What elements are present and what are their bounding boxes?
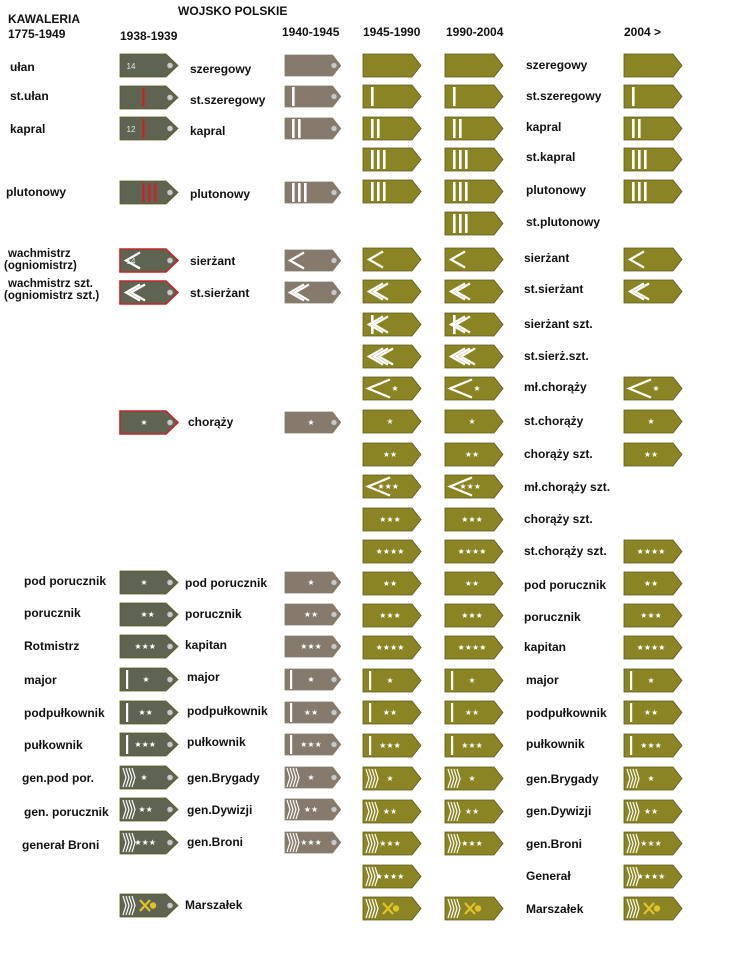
modern-label: chorąży szt. [524,512,593,526]
shoulder-board [363,475,421,498]
modern-label: mł.chorąży [524,380,587,394]
modern-label: st.plutonowy [526,215,600,229]
shoulder-board [624,734,682,757]
modern-label: kapitan [524,640,567,654]
prewar-label: pod porucznik [185,576,267,590]
shoulder-board [120,281,178,304]
modern-label: st.kapral [526,150,576,164]
shoulder-board [363,508,421,531]
prewar-label: major [187,670,220,684]
shoulder-board [363,180,421,203]
shoulder-board [445,701,503,724]
shoulder-board [445,572,503,595]
shoulder-board [284,798,342,821]
shoulder-board [624,377,682,400]
shoulder-board [363,540,421,563]
modern-label: pod porucznik [524,578,606,592]
shoulder-board [624,85,682,108]
prewar-label: chorąży [188,415,234,429]
shoulder-board [624,410,682,433]
shoulder-board [445,767,503,790]
shoulder-board [445,54,503,77]
shoulder-board [363,117,421,140]
cavalry-label: plutonowy [6,185,66,199]
shoulder-board [120,668,178,691]
kawaleria-title: KAWALERIA [8,12,80,26]
prewar-label: gen.Brygady [187,771,260,785]
shoulder-board [363,443,421,466]
shoulder-board [284,181,342,204]
shoulder-board [363,636,421,659]
shoulder-board [624,572,682,595]
modern-label: chorąży szt. [524,447,593,461]
shoulder-board [363,248,421,271]
prewar-label: st.szeregowy [190,93,266,107]
cavalry-label: gen. porucznik [24,805,109,819]
shoulder-board [445,117,503,140]
shoulder-board [445,636,503,659]
shoulder-board [624,54,682,77]
shoulder-board [284,117,342,140]
cavalry-label: st.ułan [10,89,49,103]
shoulder-board [363,148,421,171]
shoulder-board [445,734,503,757]
shoulder-board [624,636,682,659]
shoulder-board [284,766,342,789]
shoulder-board [120,603,178,626]
shoulder-board [363,767,421,790]
shoulder-board [120,571,178,594]
prewar-label: kapitan [185,638,228,652]
modern-label: Marszałek [526,902,584,916]
shoulder-board [120,181,178,204]
prewar-label: Marszałek [185,898,243,912]
modern-label: gen.Brygady [526,772,599,786]
modern-label: major [526,673,559,687]
shoulder-board [445,508,503,531]
shoulder-board [120,733,178,756]
shoulder-board [363,85,421,108]
modern-label: mł.chorąży szt. [524,480,611,494]
prewar-label: pułkownik [187,735,246,749]
shoulder-board [445,540,503,563]
modern-label: szeregowy [526,58,588,72]
shoulder-board [363,280,421,303]
shoulder-board [284,85,342,108]
shoulder-board [624,701,682,724]
shoulder-board [363,865,421,888]
modern-label: kapral [526,120,562,134]
shoulder-board [445,248,503,271]
shoulder-board [120,117,178,140]
shoulder-board [624,148,682,171]
prewar-label: plutonowy [190,187,250,201]
prewar-label: podpułkownik [187,704,268,718]
shoulder-board [120,411,178,434]
main-title: WOJSKO POLSKIE [178,4,288,18]
shoulder-board [445,475,503,498]
period-1940-1945: 1940-1945 [282,25,340,39]
shoulder-board [624,540,682,563]
shoulder-board [284,668,342,691]
shoulder-board [445,800,503,823]
shoulder-board [445,443,503,466]
cavalry-label: porucznik [24,606,81,620]
cavalry-label: pułkownik [24,738,83,752]
shoulder-board [363,345,421,368]
shoulder-board [363,897,421,920]
prewar-label: sierżant [190,254,236,268]
shoulder-board [284,571,342,594]
shoulder-board [363,377,421,400]
shoulder-board [624,865,682,888]
shoulder-board [624,832,682,855]
shoulder-board [363,410,421,433]
shoulder-board [363,604,421,627]
prewar-label: porucznik [185,607,242,621]
shoulder-board [120,635,178,658]
svg-text:12: 12 [126,125,136,134]
shoulder-board [624,117,682,140]
shoulder-board [363,313,421,336]
shoulder-board [624,248,682,271]
shoulder-board [445,832,503,855]
shoulder-board [284,411,342,434]
cavalry-label: (ogniomistrz) [4,260,77,272]
shoulder-board [445,897,503,920]
shoulder-board [363,800,421,823]
shoulder-board [284,733,342,756]
shoulder-board [445,410,503,433]
shoulder-board [120,86,178,109]
shoulder-board [624,180,682,203]
cavalry-label: wachmistrz [8,248,71,260]
modern-label: gen.Broni [526,837,582,851]
shoulder-board [120,701,178,724]
prewar-label: st.sierżant [190,286,250,300]
modern-label: sierżant [524,251,570,265]
shoulder-board [363,669,421,692]
shoulder-board [624,800,682,823]
svg-text:14: 14 [126,62,136,71]
svg-text:14: 14 [126,257,136,266]
cavalry-label: generał Broni [22,838,100,852]
modern-label: Generał [526,869,571,883]
shoulder-board [363,54,421,77]
shoulder-board [120,766,178,789]
shoulder-board [445,85,503,108]
modern-label: st.chorąży szt. [524,544,607,558]
kawaleria-years: 1775-1949 [8,27,66,41]
shoulder-board [120,249,178,272]
cavalry-label: pod porucznik [24,574,106,588]
shoulder-board [363,832,421,855]
shoulder-board [445,180,503,203]
modern-label: gen.Dywizji [526,804,592,818]
shoulder-board [624,604,682,627]
shoulder-board [624,897,682,920]
shoulder-board [120,894,178,917]
shoulder-board [445,313,503,336]
cavalry-label: kapral [10,122,46,136]
shoulder-board [624,669,682,692]
shoulder-board [284,831,342,854]
shoulder-board [284,54,342,77]
shoulder-board [120,54,178,77]
shoulder-board [120,798,178,821]
modern-label: st.chorąży [524,414,584,428]
prewar-label: gen.Broni [187,835,243,849]
cavalry-label: podpułkownik [24,706,105,720]
shoulder-board [445,212,503,235]
modern-label: st.sierżant [524,282,584,296]
shoulder-board [120,831,178,854]
modern-label: porucznik [524,610,581,624]
prewar-label: gen.Dywizji [187,803,253,817]
period-2004: 2004 > [624,25,662,39]
shoulder-board [284,281,342,304]
shoulder-board [284,701,342,724]
prewar-label: szeregowy [190,62,252,76]
shoulder-board [284,603,342,626]
shoulder-board [445,669,503,692]
shoulder-board [624,443,682,466]
modern-label: pułkownik [526,737,585,751]
shoulder-board [363,734,421,757]
period-1945-1990: 1945-1990 [363,25,421,39]
modern-label: podpułkownik [526,706,607,720]
shoulder-board [363,572,421,595]
shoulder-board [445,377,503,400]
modern-label: st.szeregowy [526,89,602,103]
shoulder-board [445,280,503,303]
period-1938-1939: 1938-1939 [120,29,178,43]
cavalry-label: Rotmistrz [24,639,80,653]
shoulder-board [445,148,503,171]
cavalry-label: (ogniomistrz szt.) [4,290,100,302]
modern-label: st.sierż.szt. [524,349,589,363]
cavalry-label: ułan [10,60,35,74]
shoulder-board [284,249,342,272]
prewar-label: kapral [190,124,226,138]
cavalry-label: wachmistrz szt. [8,278,93,290]
shoulder-board [445,604,503,627]
shoulder-board [624,280,682,303]
cavalry-label: gen.pod por. [22,771,94,785]
shoulder-board [445,345,503,368]
period-1990-2004: 1990-2004 [446,25,504,39]
modern-label: plutonowy [526,183,586,197]
shoulder-board [624,767,682,790]
shoulder-board [284,635,342,658]
shoulder-board [363,701,421,724]
cavalry-label: major [24,673,57,687]
modern-label: sierżant szt. [524,317,593,331]
